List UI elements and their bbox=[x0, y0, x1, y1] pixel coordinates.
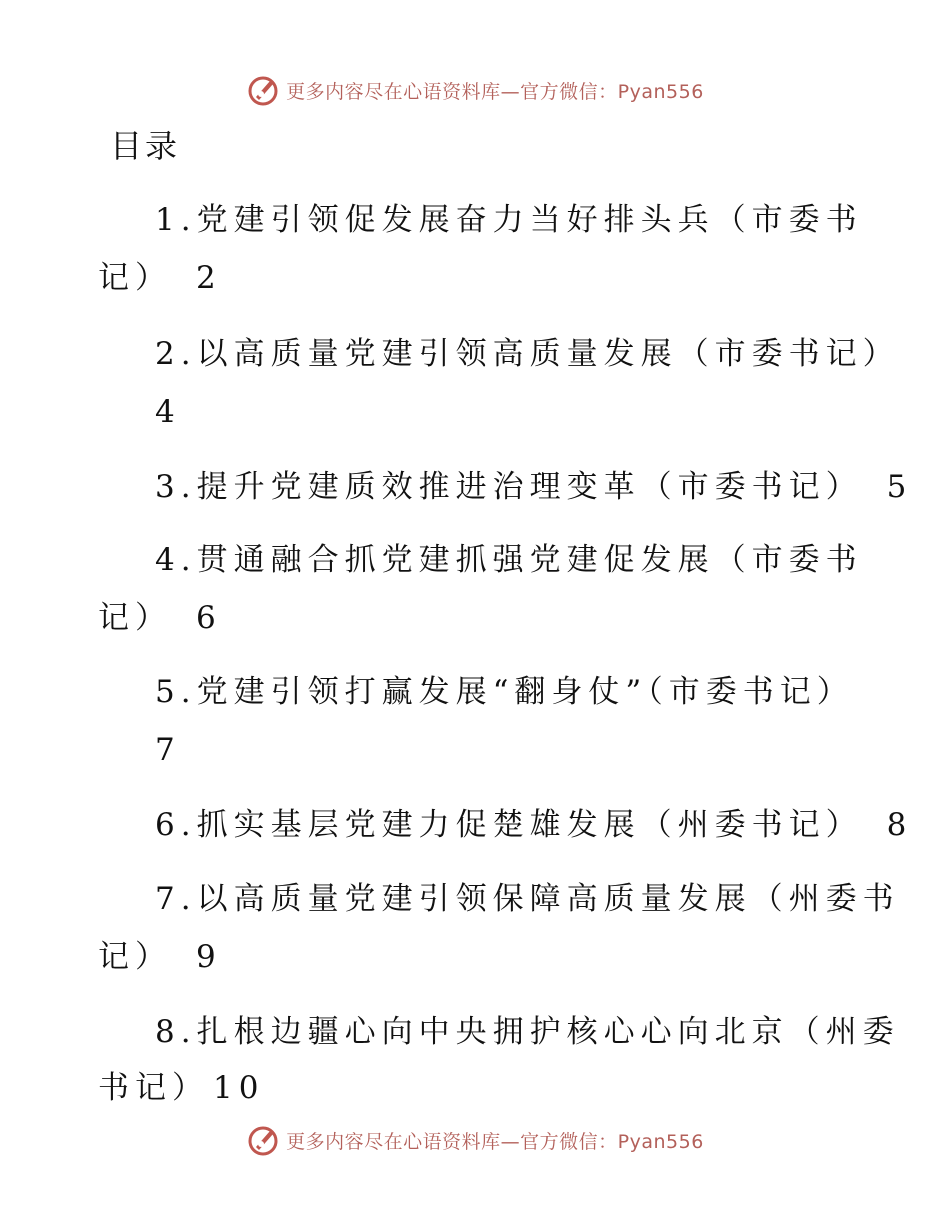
pen-seal-logo-icon bbox=[246, 1123, 280, 1157]
toc-entry-7-line1: 7.以高质量党建引领保障高质量发展（州委书 bbox=[155, 881, 900, 917]
toc-entry-1-line2: 记） 2 bbox=[98, 260, 222, 296]
watermark-header bbox=[0, 70, 950, 110]
toc-entry-6-page: 8 bbox=[886, 807, 913, 843]
toc-entry-6-line1: 6.抓实基层党建力促楚雄发展（州委书记） 8 bbox=[155, 807, 913, 843]
toc-entry-4-line2: 记） 6 bbox=[98, 600, 222, 636]
watermark-text: 更多内容尽在心语资料库—官方微信：Pyan556 bbox=[286, 80, 704, 103]
toc-entry-4-line1: 4.贯通融合抓党建抓强党建促发展（市委书 bbox=[155, 542, 863, 578]
toc-entry-3-page: 5 bbox=[886, 469, 913, 505]
toc-entry-1-line1: 1.党建引领促发展奋力当好排头兵（市委书 bbox=[155, 202, 863, 238]
pen-seal-logo-icon bbox=[246, 73, 280, 107]
watermark-text: 更多内容尽在心语资料库—官方微信：Pyan556 bbox=[286, 1130, 704, 1153]
toc-entry-8-page: 10 bbox=[213, 1070, 265, 1106]
toc-title: 目录 bbox=[110, 127, 181, 165]
toc-entry-8-line2: 书记） 10 bbox=[98, 1070, 265, 1106]
toc-entry-8-line1: 8.扎根边疆心向中央拥护核心心向北京（州委 bbox=[155, 1014, 900, 1050]
toc-entry-7-line2: 记） 9 bbox=[98, 939, 222, 975]
toc-entry-2-page: 4 bbox=[155, 394, 181, 430]
toc-entry-4-page: 6 bbox=[196, 600, 222, 636]
toc-entry-1-page: 2 bbox=[196, 260, 222, 296]
toc-entry-2-line1: 2.以高质量党建引领高质量发展（市委书记） bbox=[155, 336, 900, 372]
toc-entry-3-line1: 3.提升党建质效推进治理变革（市委书记） 5 bbox=[155, 469, 913, 505]
toc-entry-5-line1: 5.党建引领打赢发展“翻身仗”（市委书记） bbox=[155, 674, 854, 710]
toc-entry-7-page: 9 bbox=[196, 939, 222, 975]
watermark-footer bbox=[0, 1120, 950, 1160]
toc-entry-5-page: 7 bbox=[155, 732, 181, 768]
